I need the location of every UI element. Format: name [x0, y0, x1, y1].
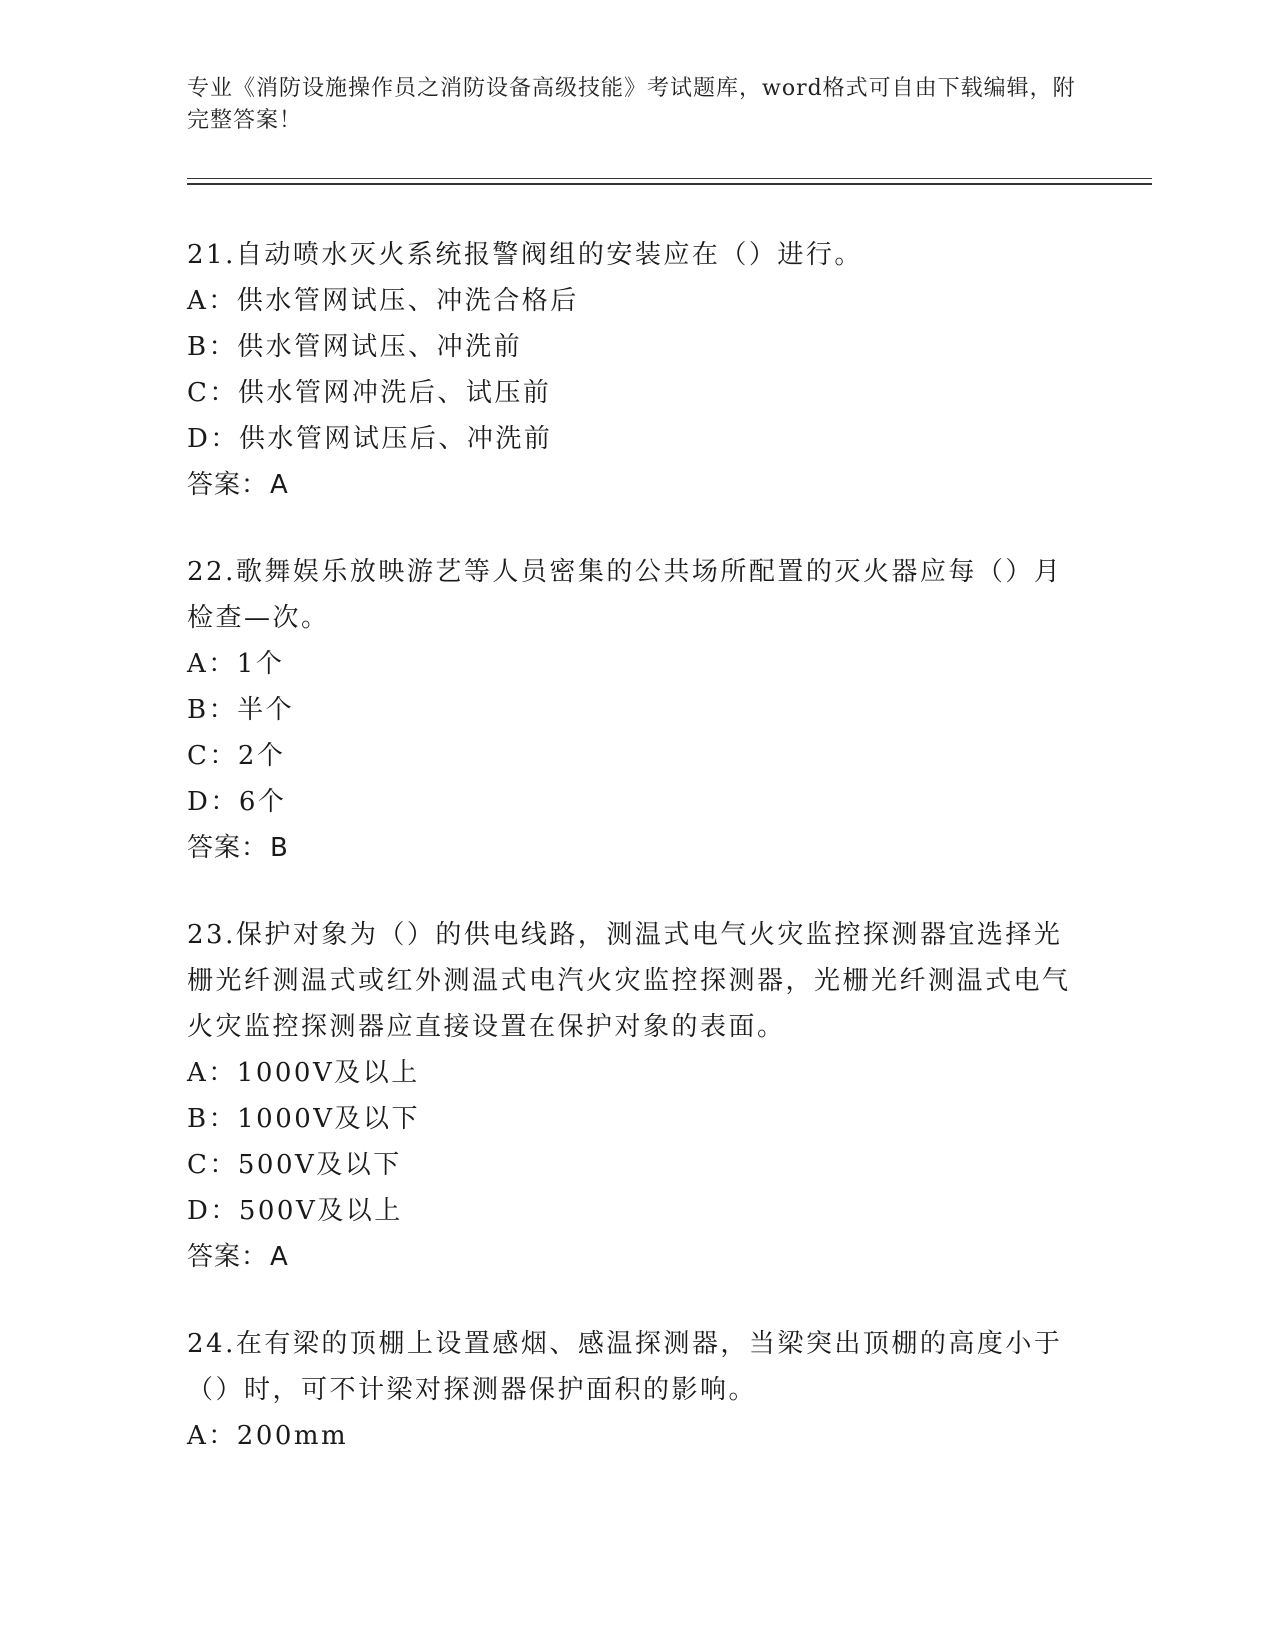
answer-value: A	[270, 1242, 289, 1272]
option-a: A：200mm	[187, 1421, 349, 1451]
option-d: D：供水管网试压后、冲洗前	[187, 424, 553, 454]
question-list	[187, 232, 1082, 1500]
option-b: B：半个	[187, 695, 295, 725]
document-header: 专业《消防设施操作员之消防设备高级技能》考试题库，word格式可自由下载编辑，附完整答案！	[187, 76, 1076, 133]
option-b: B：供水管网试压、冲洗前	[187, 332, 523, 362]
question-stem: 22.歌舞娱乐放映游艺等人员密集的公共场所配置的灭火器应每（）月检查—次。	[187, 557, 1063, 633]
question-stem: 24.在有梁的顶棚上设置感烟、感温探测器，当梁突出顶棚的高度小于（）时，可不计梁对探测器保护面积的影响。	[187, 1329, 1063, 1405]
header-divider-thin	[187, 178, 1152, 179]
answer-line	[187, 825, 1082, 871]
question-24	[187, 1321, 1082, 1459]
option-d: D：6个	[187, 787, 287, 817]
answer-value: A	[270, 470, 289, 500]
question-23	[187, 912, 1082, 1280]
question-22	[187, 549, 1082, 871]
option-a: A：1个	[187, 649, 285, 679]
question-stem: 21.自动喷水灭火系统报警阀组的安装应在（）进行。	[187, 240, 863, 270]
option-c: C：供水管网冲洗后、试压前	[187, 378, 552, 408]
option-b: B：1000V及以下	[187, 1104, 421, 1134]
answer-label: 答案：	[187, 1242, 269, 1272]
option-a: A：1000V及以上	[187, 1058, 420, 1088]
answer-line	[187, 462, 1082, 508]
answer-line	[187, 1234, 1082, 1280]
question-21	[187, 232, 1082, 508]
header-divider-thick	[187, 183, 1152, 185]
question-stem: 23.保护对象为（）的供电线路，测温式电气火灾监控探测器宜选择光栅光纤测温式或红外测温式电汽火灾监控探测器，光栅光纤测温式电气火灾监控探测器应直接设置在保护对象的表面。	[187, 920, 1071, 1042]
answer-value: B	[270, 833, 289, 863]
option-c: C：500V及以下	[187, 1150, 402, 1180]
option-a: A：供水管网试压、冲洗合格后	[187, 286, 579, 316]
option-d: D：500V及以上	[187, 1196, 403, 1226]
answer-label: 答案：	[187, 833, 269, 863]
option-c: C：2个	[187, 741, 286, 771]
answer-label: 答案：	[187, 470, 269, 500]
